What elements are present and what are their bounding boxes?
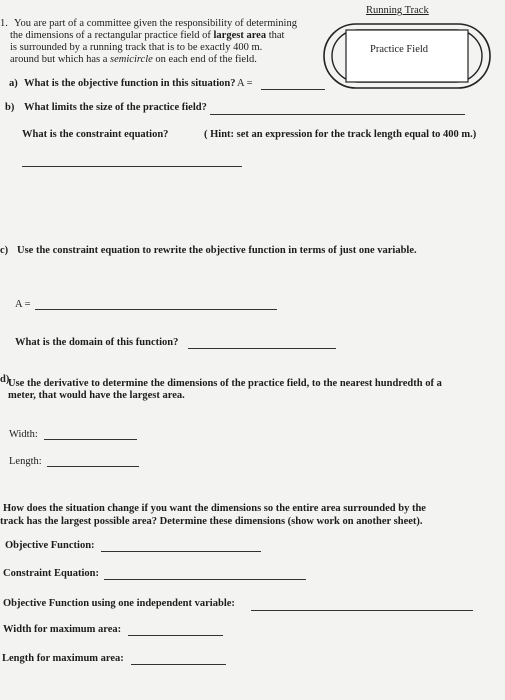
practice-field-rect: [346, 30, 468, 82]
answer-a-line[interactable]: [261, 89, 325, 90]
domain-answer-line[interactable]: [188, 348, 336, 349]
intro-line-2: [10, 30, 284, 41]
intro-text: on each end of the field.: [152, 54, 257, 65]
intro-line-4: [10, 54, 257, 65]
question-marker-a: a): [9, 78, 18, 89]
intro-line-1: [14, 18, 297, 29]
question-d-line-1: Use the derivative to determine the dimensions of the practice field, to the nearest hundredth of a: [8, 378, 442, 389]
objective-function-label: Objective Function:: [5, 540, 95, 551]
length-label: Length:: [9, 456, 42, 467]
intro-text: You are part of a committee given the responsibility of determining: [14, 18, 297, 29]
objective-function-line[interactable]: [101, 551, 261, 552]
question-marker-b: b): [5, 102, 15, 113]
answer-c-line[interactable]: [35, 309, 277, 310]
constraint-answer-line[interactable]: [22, 166, 242, 167]
length-max-line[interactable]: [131, 664, 226, 665]
question-marker-d: d): [0, 374, 10, 385]
width-answer-line[interactable]: [44, 439, 137, 440]
practice-field-label: Practice Field: [370, 44, 429, 55]
intro-text: that: [266, 30, 285, 41]
question-d-text: meter, that would have the: [8, 390, 130, 401]
intro-line-3: is surrounded by a running track that is to be exactly 400 m.: [10, 42, 263, 53]
constraint-equation-line[interactable]: [104, 579, 306, 580]
domain-question: What is the domain of this function?: [15, 337, 179, 348]
question-marker-1: 1.: [0, 18, 8, 29]
one-variable-label: Objective Function using one independent variable:: [3, 598, 235, 609]
constraint-question: What is the constraint equation?: [22, 129, 169, 140]
track-diagram: [322, 5, 492, 90]
running-track-label: Running Track: [366, 5, 429, 16]
length-max-label: Length for maximum area:: [2, 653, 124, 664]
intro-emphasis: largest area: [213, 30, 267, 41]
one-variable-line[interactable]: [251, 610, 473, 611]
question-b-text: What limits the size of the practice field?: [24, 102, 207, 113]
answer-a-prefix: A =: [237, 78, 253, 89]
question-marker-c: c): [0, 245, 9, 256]
question-c-text: Use the constraint equation to rewrite the objective function in terms of just one variable.: [17, 245, 417, 256]
constraint-equation-label: Constraint Equation:: [3, 568, 99, 579]
question-e-line-1: How does the situation change if you want the dimensions so the entire area surrounded by the: [3, 503, 426, 514]
answer-c-prefix: A =: [15, 299, 31, 310]
answer-b-line[interactable]: [210, 114, 465, 115]
intro-text: around but which has a: [10, 54, 111, 65]
intro-text: the dimensions of a rectangular practice field of: [10, 30, 214, 41]
constraint-hint: ( Hint: set an expression for the track length equal to 400 m.): [204, 129, 477, 140]
question-e-line-2: track has the largest possible area? Determine these dimensions (show work on another sheet).: [0, 516, 423, 527]
length-answer-line[interactable]: [47, 466, 139, 467]
width-label: Width:: [9, 429, 38, 440]
question-a-text: What is the objective function in this situation?: [24, 78, 236, 89]
width-max-line[interactable]: [128, 635, 223, 636]
question-d-line-2: [8, 390, 185, 401]
width-max-label: Width for maximum area:: [3, 624, 122, 635]
intro-emphasis: semicircle: [110, 54, 153, 65]
question-d-emphasis: largest area.: [129, 390, 185, 401]
